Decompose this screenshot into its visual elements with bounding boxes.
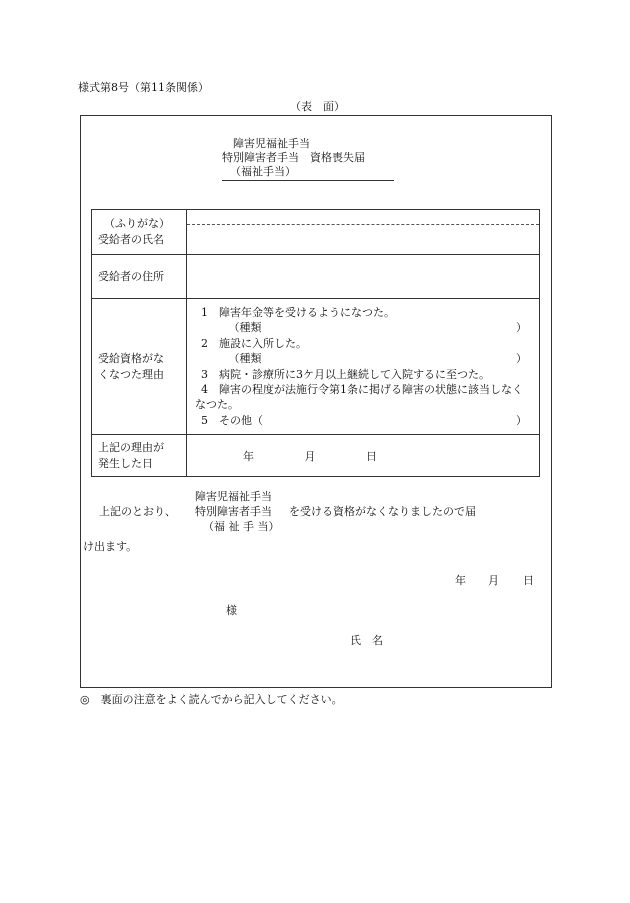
declaration-option-3: （福 祉 手 当）: [203, 520, 280, 533]
reason-item: 1 障害年金等を受けるようになつた。: [201, 306, 395, 319]
reason-label: [92, 299, 187, 435]
reason-list[interactable]: [187, 299, 540, 435]
form-number: 様式第8号（第11条関係）: [78, 81, 209, 94]
address-label: 受給者の住所: [92, 255, 187, 299]
reason-item: 4 障害の程度が法施行令第1条に掲げる障害の状態に該当しなく: [201, 383, 523, 397]
title-line-2: 特別障害者手当 資格喪失届: [222, 151, 365, 164]
reason-item: 3 病院・診療所に3ケ月以上継続して入院するに至つた。: [201, 367, 490, 381]
reason-label-line-2: くなつた理由: [98, 367, 164, 381]
declaration-continuation: け出ます。: [83, 540, 138, 553]
declaration-prefix: 上記のとおり、: [99, 505, 176, 518]
year-unit: 年: [243, 449, 254, 463]
occurrence-date-field[interactable]: [187, 435, 540, 477]
form-table: [91, 209, 540, 477]
recipient-name-label: 受給者の氏名: [98, 233, 164, 246]
footer-note: ◎ 裏面の注意をよく読んでから記入してください。: [80, 693, 343, 706]
date-label-line-1: 上記の理由が: [98, 440, 164, 454]
reason-label-line-1: 受給資格がな: [98, 351, 164, 365]
title-underline: [222, 180, 394, 181]
title-line-3: （福祉手当）: [230, 165, 296, 178]
declaration-option-1: 障害児福祉手当: [195, 490, 272, 503]
side-label: （表 面）: [290, 100, 345, 113]
addressee-suffix: 様: [226, 604, 237, 617]
declaration-suffix: を受ける資格がなくなりましたので届: [289, 505, 476, 518]
month-unit: 月: [304, 449, 316, 463]
title-line-1: 障害児福祉手当: [233, 137, 310, 150]
signature-month: 月: [488, 574, 499, 587]
day-unit: 日: [366, 449, 377, 463]
furigana-label: （ふりがな）: [104, 217, 170, 230]
reason-item: 5 その他（ ）: [201, 413, 527, 427]
recipient-name-field[interactable]: [187, 210, 540, 255]
date-label: [92, 435, 187, 477]
reason-item: 2 施設に入所した。: [201, 336, 307, 350]
applicant-name-label: 氏 名: [350, 634, 383, 647]
declaration-option-2: 特別障害者手当: [195, 505, 272, 518]
signature-year: 年: [455, 574, 466, 587]
reason-item: （種類 ）: [201, 352, 527, 366]
recipient-address-field[interactable]: [187, 255, 540, 299]
date-label-line-2: 発生した日: [98, 456, 153, 470]
signature-day: 日: [523, 574, 534, 587]
furigana-divider: [187, 224, 539, 225]
name-label: [92, 210, 187, 255]
reason-item: なつた。: [195, 398, 239, 412]
reason-item: （種類 ）: [201, 321, 527, 335]
